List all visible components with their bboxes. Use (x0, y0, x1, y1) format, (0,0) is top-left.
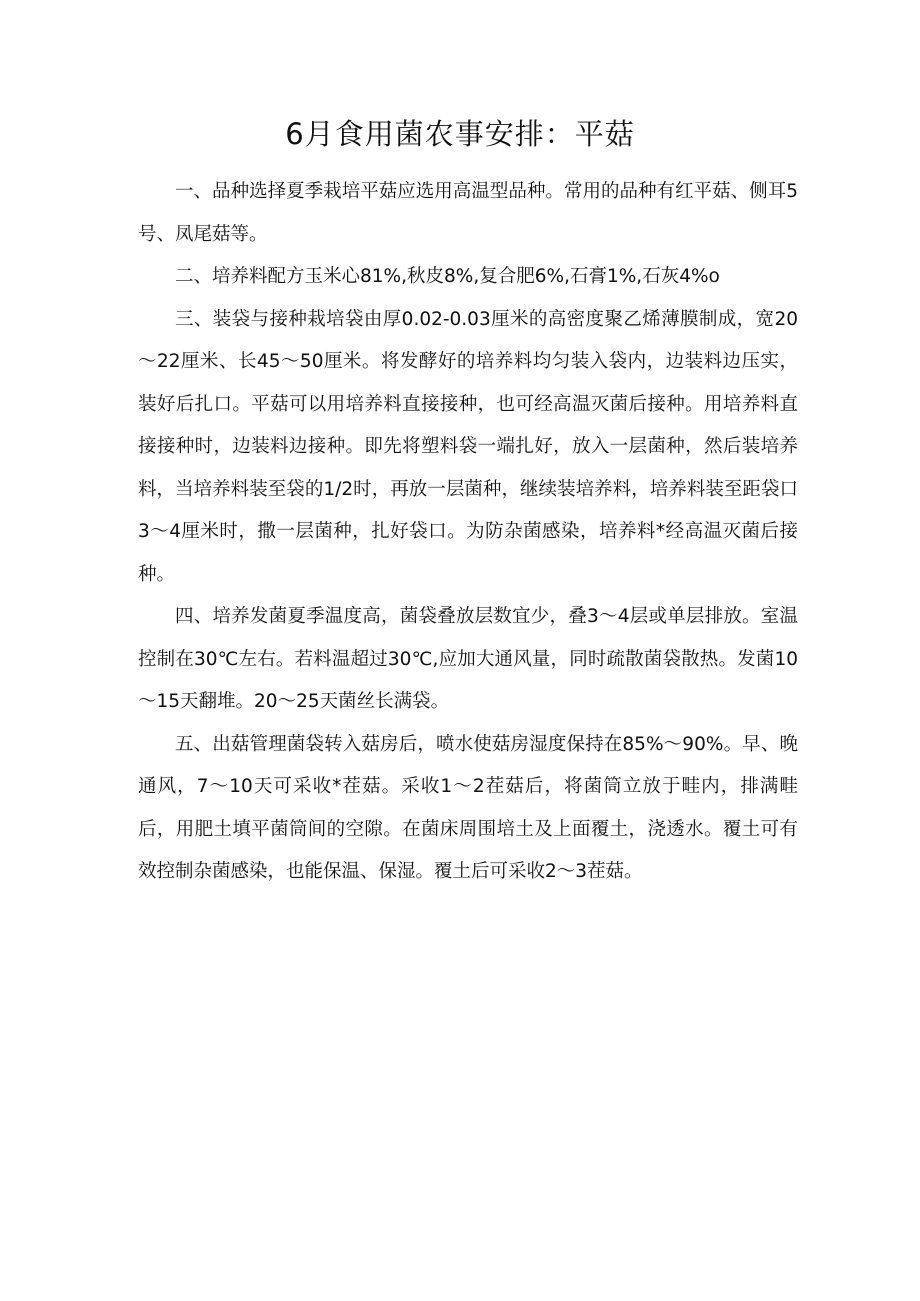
paragraph-substrate-formula: 二、培养料配方玉米心81%,秋皮8%,复合肥6%,石膏1%,石灰4%o (175, 266, 720, 287)
document-title: 6月食用菌农事安排：平菇 (285, 117, 635, 151)
paragraph-variety-selection: 一、品种选择夏季栽培平菇应选用高温型品种。常用的品种有红平菇、侧耳5号、凤尾菇等。 (138, 181, 798, 245)
document-body (138, 171, 798, 894)
paragraph-fruiting-management: 五、出菇管理菌袋转入菇房后，喷水使菇房湿度保持在85%～90%。早、晚通风，7～10天可采收*茬菇。采收1～2茬菇后，将菌筒立放于畦内，排满畦后，用肥土填平菌筒间的空隙。在菌床周围培土及上面覆土，浇透水。覆土可有效控制杂菌感染，也能保温、保湿。覆土后可采收2～3茬菇。 (138, 733, 798, 882)
paragraph-spawn-running: 四、培养发菌夏季温度高，菌袋叠放层数宜少，叠3～4层或单层排放。室温控制在30℃左右。若料温超过30℃,应加大通风量，同时疏散菌袋散热。发菌10～15天翻堆。20～25天菌丝长满袋。 (138, 606, 798, 712)
paragraph-bagging-inoculation: 三、装袋与接种栽培袋由厚0.02-0.03厘米的高密度聚乙烯薄膜制成，宽20～22厘米、长45～50厘米。将发酵好的培养料均匀装入袋内，边装料边压实，装好后扎口。平菇可以用培养料直接接种，也可经高温灭菌后接种。用培养料直接接种时，边装料边接种。即先将塑料袋一端扎好，放入一层菌种，然后装培养料，当培养料装至袋的1/2时，再放一层菌种，继续装培养料，培养料装至距袋口3～4厘米时，撒一层菌种，扎好袋口。为防杂菌感染，培养料*经高温灭菌后接种。 (138, 308, 798, 585)
